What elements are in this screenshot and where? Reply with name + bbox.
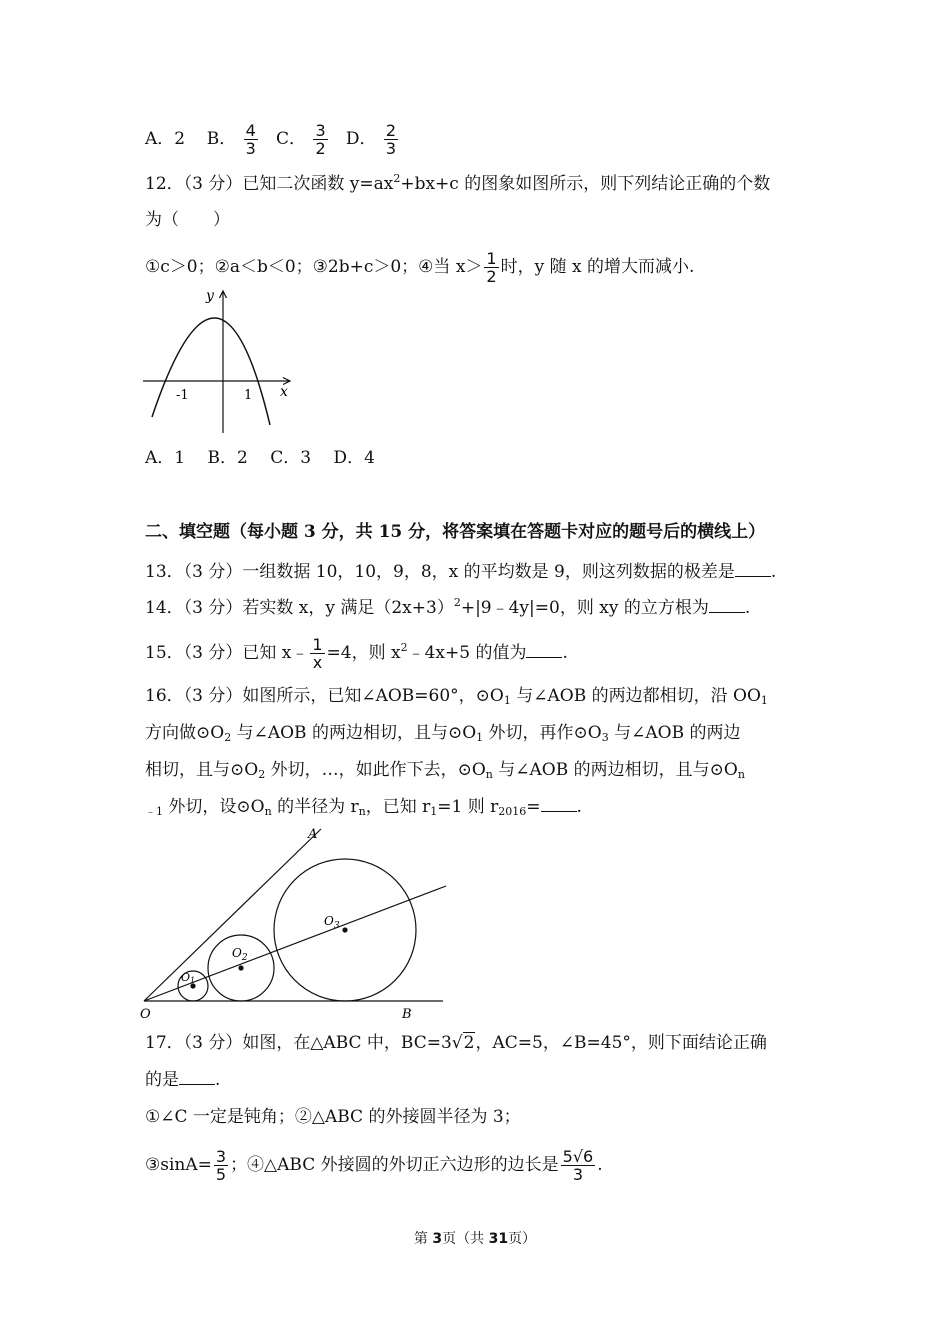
ray-OA: [144, 829, 321, 1001]
y-axis-label: y: [206, 288, 214, 304]
answer-blank: [709, 596, 745, 613]
center-O3: [342, 927, 347, 932]
tick-label: -1: [176, 388, 189, 403]
label-B: B: [402, 1007, 412, 1022]
q15: 15．（3 分）已知 x﹣ $\frac{1}{x}$ =4，则 $x^2﹣4x+5$ 的值为 .: [145, 635, 568, 672]
answer-blank: [735, 560, 771, 577]
fraction: $\frac{5√6}{3}$: [562, 1147, 594, 1184]
fraction: $\frac{3}{2}$: [315, 121, 326, 158]
q17-line1: 17．（3 分）如图，在△ABC 中，BC=3√2，AC=5，∠B=45°，则下面结论正确: [145, 1033, 767, 1053]
q13: 13．（3 分）一组数据 10，10，9，8，x 的平均数是 9，则这列数据的极差是 .: [145, 562, 777, 582]
answer-blank: [526, 641, 562, 658]
label-O1: O1: [181, 971, 196, 985]
parabola-curve: [152, 318, 270, 425]
parabola-graph: [140, 285, 300, 437]
label-A: A: [308, 827, 318, 842]
fraction: $\frac{2}{3}$: [385, 121, 397, 158]
q17-line2: 的是 .: [145, 1070, 221, 1090]
x-axis-label: x: [280, 384, 288, 400]
q16-line2: 方向做$⊙O_2$ 与∠AOB 的两边相切，且与$⊙O_1$ 外切，再作$⊙O_3$ 与∠AOB 的两边: [145, 723, 741, 744]
q17-line3: ①∠C 一定是钝角；②△ABC 的外接圆半径为 3；: [145, 1107, 521, 1127]
label-O2: $O_2$: [232, 946, 248, 963]
center-O2: [238, 965, 243, 970]
q16-line3: 相切，且与$⊙O_2$ 外切，…，如此作下去，$⊙O_n$ 与∠AOB 的两边相切，且与$⊙O_n$: [145, 760, 745, 781]
q14: 14．（3 分）若实数 x，y 满足$(2x+3)^2+|9﹣4y|=0$，则 xy 的立方根为 .: [145, 596, 751, 618]
fraction: $\frac{1}{2}$: [486, 249, 497, 286]
q16-line1: 16．（3 分）如图所示，已知∠AOB=60°，$⊙O_1$ 与∠AOB 的两边都相切，沿 $OO_1$: [145, 686, 768, 707]
answer-blank: [541, 795, 577, 812]
q12-conditions: ①c＞0；②a＜b＜0；③2b+c＞0；④当 x＞ $\frac{1}{2}$ 时，y 随 x 的增大而减小.: [145, 249, 695, 286]
answer-blank: [179, 1068, 215, 1085]
label-O: O: [140, 1007, 151, 1022]
q16-line4: $_{﹣1}$ 外切，设$⊙O_n$ 的半径为 $r_n$，已知 $r_1=1$ 则 $r_{2016}=$ .: [145, 797, 582, 818]
q12-stem-line2: 为（ ）: [145, 210, 230, 230]
label-O3: $O_3$: [324, 914, 340, 931]
q17-line4: ③sinA= $\frac{3}{5}$ ；④△ABC 外接圆的外切正六边形的边长是 $\frac{5√6}{3}$ .: [145, 1147, 603, 1184]
tangent-circles-figure: [140, 826, 460, 1026]
q12-options: A．1 B．2 C．3 D．4: [145, 448, 375, 468]
q11-options: A．2 B． $\frac{4}{3}$ C． $\frac{3}{2}$ D． $\frac{2}{3}$: [145, 121, 397, 158]
page-footer: 第 3页（共 31页）: [413, 1231, 537, 1247]
section-title: 二、填空题（每小题 3 分，共 15 分，将答案填在答题卡对应的题号后的横线上）: [145, 522, 766, 542]
fraction: $\frac{3}{5}$: [215, 1147, 227, 1184]
tick-label: 1: [244, 388, 253, 403]
fraction: $\frac{4}{3}$: [245, 121, 256, 158]
q12-stem-line1: 12．（3 分）已知二次函数 $y=ax^2+bx+c$ 的图象如图所示，则下列结论正确的个数: [145, 172, 771, 194]
sqrt: √2: [451, 1033, 475, 1053]
fraction: $\frac{1}{x}$: [312, 635, 323, 672]
